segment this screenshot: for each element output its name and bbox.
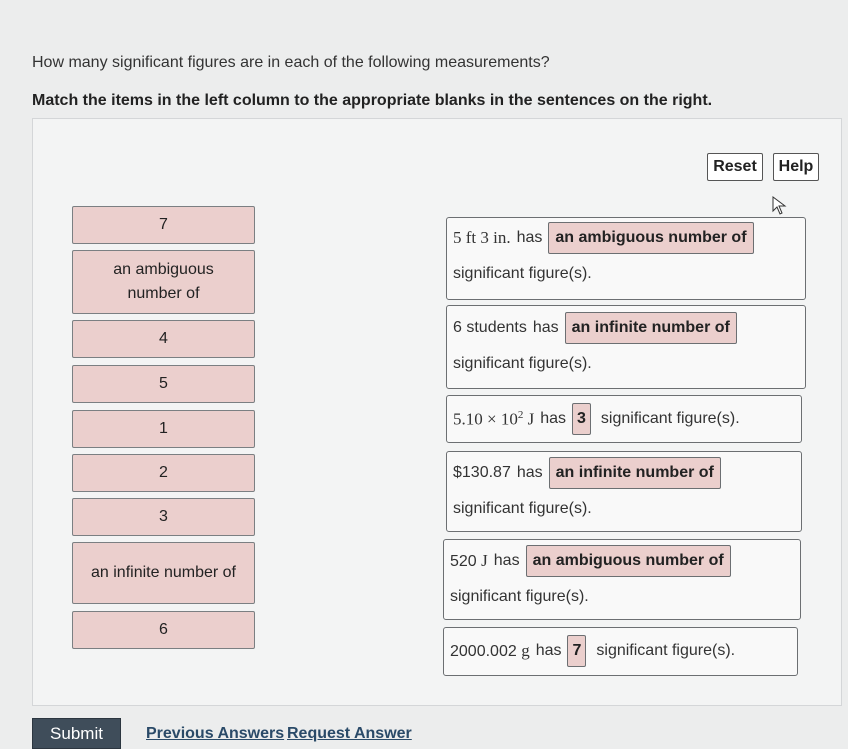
measurement: 5 ft 3 in. [453, 228, 511, 247]
target-sentence [443, 539, 801, 620]
has-text: has [516, 464, 543, 481]
option-chip[interactable]: 4 [72, 320, 255, 358]
option-chip[interactable]: 5 [72, 365, 255, 403]
option-chip[interactable]: 7 [72, 206, 255, 244]
option-chip[interactable]: an ambiguous number of [72, 250, 255, 314]
option-chip[interactable]: 6 [72, 611, 255, 649]
measurement: $130.87 [453, 464, 511, 481]
question-text: How many significant figures are in each of the following measurements? [32, 54, 550, 71]
has-text: has [535, 642, 562, 659]
request-answer-link[interactable]: Request Answer [287, 725, 412, 742]
previous-answers-link[interactable]: Previous Answers [146, 725, 285, 742]
reset-button[interactable]: Reset [707, 153, 763, 181]
has-text: has [540, 410, 567, 427]
has-text: has [516, 229, 543, 246]
option-chip[interactable]: 2 [72, 454, 255, 492]
measurement: 6 students [453, 319, 527, 336]
suffix-text: significant figure(s). [453, 355, 592, 372]
answer-slot[interactable]: 7 [567, 635, 586, 667]
submit-button[interactable]: Submit [32, 718, 121, 749]
answer-slot[interactable]: an infinite number of [565, 312, 737, 344]
answer-slot[interactable]: 3 [572, 403, 591, 435]
option-chip[interactable]: an infinite number of [72, 542, 255, 604]
target-sentence [446, 217, 806, 300]
suffix-text: significant figure(s). [453, 265, 592, 282]
target-sentence [443, 627, 798, 676]
target-sentence [446, 305, 806, 389]
suffix-text: significant figure(s). [450, 588, 589, 605]
help-button[interactable]: Help [773, 153, 819, 181]
has-text: has [532, 319, 559, 336]
option-chip[interactable]: 3 [72, 498, 255, 536]
measurement: 2000.002 g [450, 641, 530, 660]
measurement: 520 J [450, 551, 488, 570]
suffix-text: significant figure(s). [600, 410, 740, 427]
has-text: has [493, 552, 520, 569]
target-sentence [446, 451, 802, 532]
answer-slot[interactable]: an infinite number of [549, 457, 721, 489]
answer-slot[interactable]: an ambiguous number of [548, 222, 753, 254]
suffix-text: significant figure(s). [596, 642, 736, 659]
target-sentence [446, 395, 802, 443]
measurement: $5.10 \times 10^2$ J [453, 408, 535, 429]
instruction-text: Match the items in the left column to the appropriate blanks in the sentences on the right. [32, 92, 713, 109]
answer-slot[interactable]: an ambiguous number of [526, 545, 731, 577]
suffix-text: significant figure(s). [453, 500, 592, 517]
option-chip[interactable]: 1 [72, 410, 255, 448]
